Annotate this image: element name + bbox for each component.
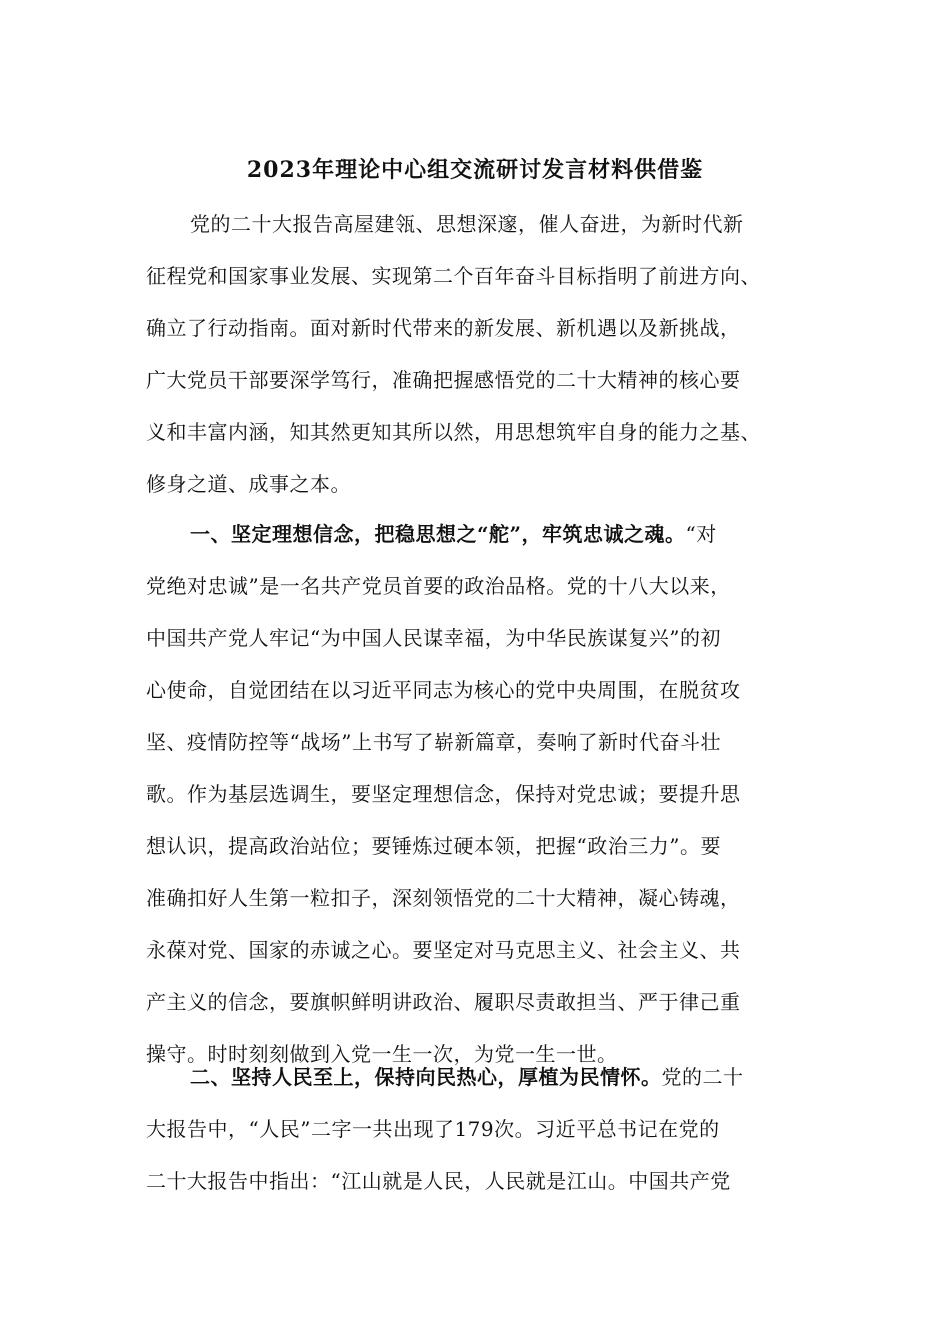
text-line: 中国共产党人牢记“为中国人民谋幸福，为中华民族谋复兴”的初 [146,626,721,650]
text-line: 坚、疫情防控等“战场”上书写了崭新篇章，奏响了新时代奋斗壮 [146,730,721,754]
text-line: 征程党和国家事业发展、实现第二个百年奋斗目标指明了前进方向、 [146,264,761,288]
text-line: 操守。时时刻刻做到入党一生一次，为党一生一世。 [146,1042,618,1066]
text-line: 确立了行动指南。面对新时代带来的新发展、新机遇以及新挑战， [146,316,741,340]
paragraph-section-two [146,1051,826,1207]
text-line: 永葆对党、国家的赤诚之心。要坚定对马克思主义、社会主义、共 [146,938,741,962]
paragraph-section-one [146,508,826,1080]
text-line [146,508,826,560]
text-line: 二十大报告中指出：“江山就是人民，人民就是江山。中国共产党 [146,1169,731,1193]
text-line: 义和丰富内涵，知其然更知其所以然，用思想筑牢自身的能力之基、 [146,420,761,444]
section-heading: 二、坚持人民至上，保持向民热心，厚植为民情怀。 [190,1065,662,1089]
text-line: 修身之道、成事之本。 [146,472,351,496]
text-run: “对 [685,522,717,546]
paragraph-intro [146,198,826,510]
text-line: 广大党员干部要深学笃行，准确把握感悟党的二十大精神的核心要 [146,368,741,392]
text-line: 歌。作为基层选调生，要坚定理想信念，保持对党忠诚；要提升思 [146,782,741,806]
text-line: 党绝对忠诚”是一名共产党员首要的政治品格。党的十八大以来， [146,574,731,598]
document-title: 2023年理论中心组交流研讨发言材料供借鉴 [246,157,704,183]
text-line: 想认识，提高政治站位；要锤炼过硬本领，把握“政治三力”。要 [146,834,721,858]
text-line: 心使命，自觉团结在以习近平同志为核心的党中央周围，在脱贫攻 [146,678,741,702]
text-line: 产主义的信念，要旗帜鲜明讲政治、履职尽责敢担当、严于律己重 [146,990,741,1014]
text-run: 党的二十 [661,1065,744,1089]
text-line: 准确扣好人生第一粒扣子，深刻领悟党的二十大精神，凝心铸魂， [146,886,741,910]
text-line: 大报告中，“人民”二字一共出现了179次。习近平总书记在党的 [146,1117,720,1141]
section-heading: 一、坚定理想信念，把稳思想之“舵”，牢筑忠诚之魂。 [190,522,686,546]
text-line [146,1051,826,1103]
text-line: 党的二十大报告高屋建瓴、思想深邃，催人奋进，为新时代新 [190,212,744,236]
